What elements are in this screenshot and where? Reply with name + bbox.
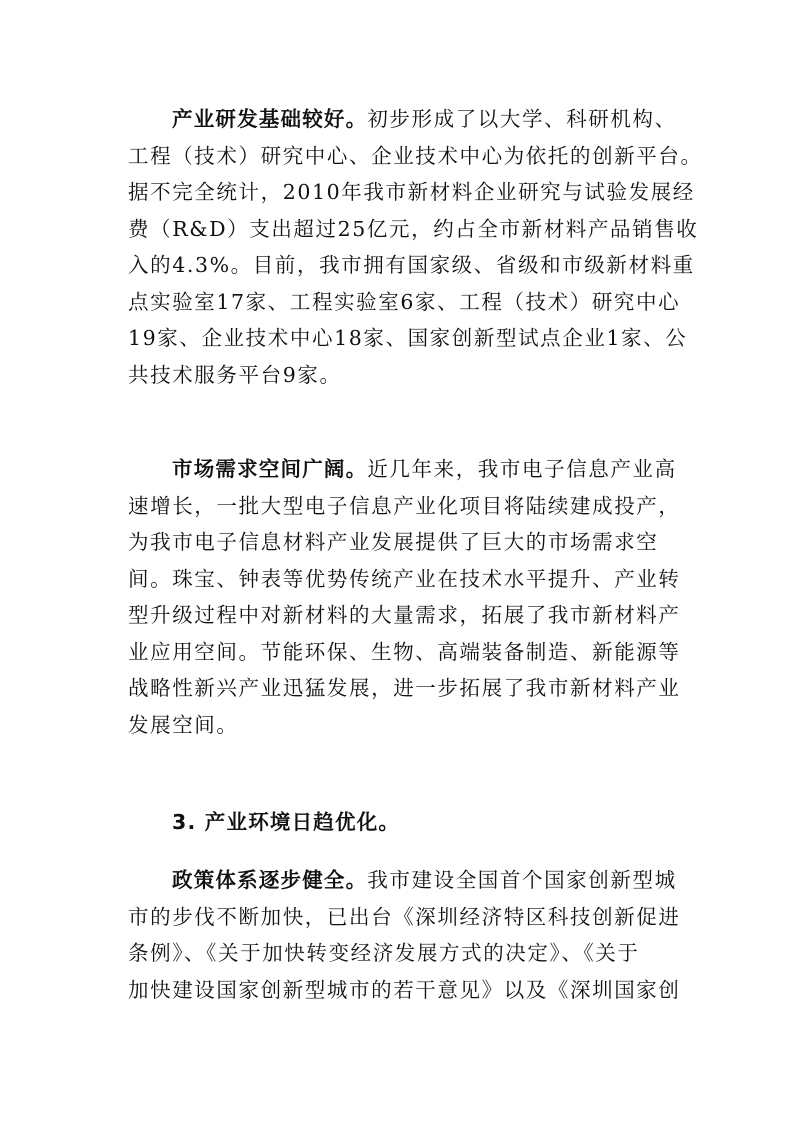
paragraph-line: 型升级过程中对新材料的大量需求，拓展了我市新材料产 xyxy=(128,603,681,627)
paragraph-line: 19家、企业技术中心18家、国家创新型试点企业1家、公 xyxy=(128,326,688,350)
paragraph-lead: 政策体系逐步健全。 xyxy=(172,868,368,892)
paragraph-policy-system xyxy=(128,862,681,1008)
paragraph-market-demand xyxy=(128,451,681,743)
paragraph-lead: 市场需求空间广阔。 xyxy=(172,457,368,481)
paragraph-line: 点实验室17家、工程实验室6家、工程（技术）研究中心 xyxy=(128,289,681,314)
paragraph-line: 据不完全统计，2010年我市新材料企业研究与试验发展经 xyxy=(128,180,695,204)
paragraph-first-line xyxy=(128,451,677,488)
paragraph-line: 业应用空间。节能环保、生物、高端装备制造、新能源等 xyxy=(128,639,681,664)
section-heading: 3. 产业环境日趋优化。 xyxy=(172,810,401,834)
paragraph-lead: 产业研发基础较好。 xyxy=(172,107,368,131)
paragraph-first-line xyxy=(128,101,677,138)
paragraph-line: 速增长，一批大型电子信息产业化项目将陆续建成投产， xyxy=(128,493,681,518)
paragraph-line: 市的步伐不断加快，已出台《深圳经济特区科技创新促进 xyxy=(128,904,681,929)
paragraph-line: 间。珠宝、钟表等优势传统产业在技术水平提升、产业转 xyxy=(128,566,681,591)
paragraph-line: 入的4.3%。目前，我市拥有国家级、省级和市级新材料重 xyxy=(128,253,695,277)
paragraph-line: 发展空间。 xyxy=(128,712,239,737)
paragraph-line: 加快建设国家创新型城市的若干意见》以及《深圳国家创 xyxy=(128,977,681,1002)
paragraph-line: 工程（技术）研究中心、企业技术中心为依托的创新平台。 xyxy=(128,143,703,168)
paragraph-rd-foundation xyxy=(128,101,703,393)
paragraph-line: 条例》、《关于加快转变经济发展方式的决定》、《关于 xyxy=(128,941,640,965)
paragraph-line: 战略性新兴产业迅猛发展，进一步拓展了我市新材料产业 xyxy=(128,676,681,700)
paragraph-line: 费（R&D）支出超过25亿元，约占全市新材料产品销售收 xyxy=(128,216,699,241)
paragraph-text: 初步形成了以大学、科研机构、 xyxy=(367,107,677,131)
paragraph-first-line xyxy=(128,862,677,899)
paragraph-text: 我市建设全国首个国家创新型城 xyxy=(367,868,677,892)
paragraph-text: 近几年来，我市电子信息产业高 xyxy=(367,457,677,481)
paragraph-line: 为我市电子信息材料产业发展提供了巨大的市场需求空 xyxy=(128,530,659,554)
paragraph-line: 共技术服务平台9家。 xyxy=(128,362,342,387)
